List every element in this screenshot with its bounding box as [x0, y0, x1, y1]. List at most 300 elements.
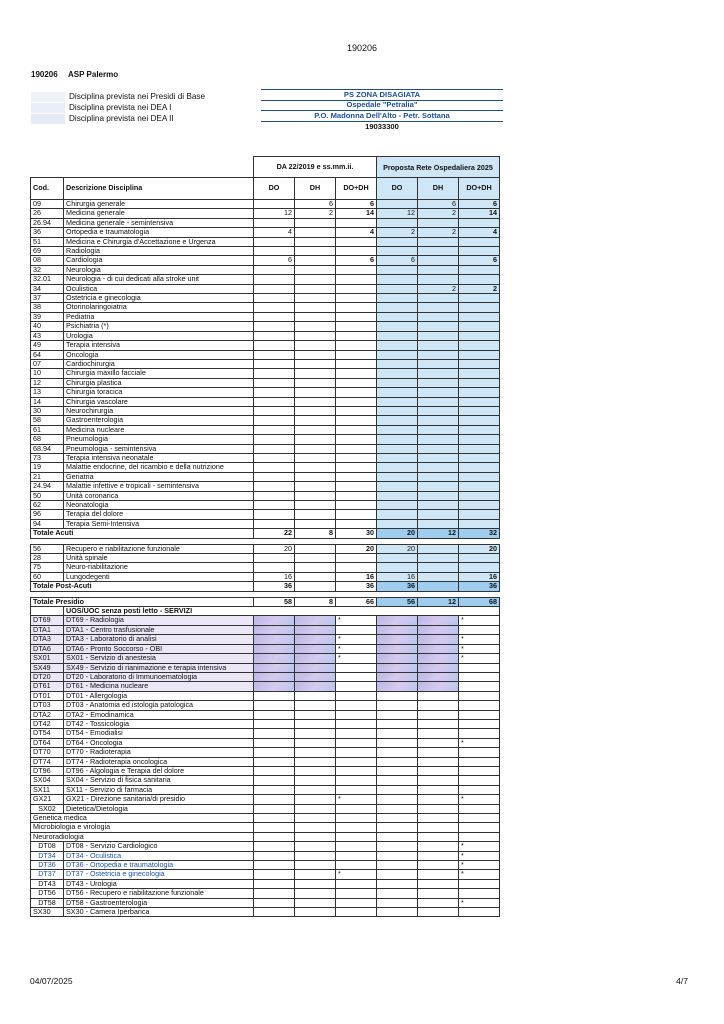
dh-cell [295, 757, 336, 766]
do-2025-value [377, 444, 418, 453]
service-row [31, 898, 500, 907]
discipline-code: 96 [31, 510, 64, 519]
dh-2025-value [418, 388, 459, 397]
do-value [254, 341, 295, 350]
dh-value [295, 341, 336, 350]
dodh-2025-mark: * [459, 851, 500, 860]
dodh-value [336, 482, 377, 491]
dh-cell [295, 672, 336, 681]
discipline-code: 61 [31, 425, 64, 434]
do-2025-cell [377, 776, 418, 785]
discipline-description: Neurologia [64, 265, 254, 274]
service-row [31, 663, 500, 672]
dodh-value [336, 284, 377, 293]
service-description: DTA6 - Pronto Soccorso - OBI [64, 644, 254, 653]
service-code: DT74 [31, 757, 64, 766]
dodh-2025-mark: * [459, 898, 500, 907]
service-code: DT96 [31, 766, 64, 775]
do-2025-value [377, 284, 418, 293]
do-2025-cell [377, 861, 418, 870]
acute-row [31, 510, 500, 519]
discipline-code: 40 [31, 322, 64, 331]
service-row [31, 644, 500, 653]
do-cell [254, 729, 295, 738]
service-row [31, 795, 500, 804]
service-row [31, 842, 500, 851]
dh-value [295, 444, 336, 453]
discipline-description: Pediatria [64, 312, 254, 321]
discipline-description: Lungodegenti [64, 572, 254, 581]
do-2025-value: 16 [377, 572, 418, 581]
dodh-value [336, 331, 377, 340]
dodh-2025-value [459, 510, 500, 519]
do-2025-value [377, 388, 418, 397]
dodh-2025-mark [459, 908, 500, 917]
discipline-code: 38 [31, 303, 64, 312]
dh-value [295, 510, 336, 519]
acute-row [31, 200, 500, 209]
dodh-2025-mark: * [459, 738, 500, 747]
post-acute-row [31, 544, 500, 553]
dh-2025-cell [418, 748, 459, 757]
do-2025-cell [377, 644, 418, 653]
do-cell [254, 738, 295, 747]
do-2025-cell [377, 870, 418, 879]
service-row [31, 757, 500, 766]
service-description: SX01 - Servizio di anestesia [64, 654, 254, 663]
acute-row [31, 406, 500, 415]
discipline-description: Ostetricia e ginecologia [64, 294, 254, 303]
col-dodh: DO+DH [336, 178, 377, 200]
do-cell [254, 832, 295, 841]
do-cell [254, 889, 295, 898]
dh-2025-value [418, 406, 459, 415]
dodh-mark [336, 785, 377, 794]
discipline-description: Medicina generale [64, 209, 254, 218]
dodh-2025-mark: * [459, 616, 500, 625]
dodh-2025-value [459, 369, 500, 378]
service-code: SX30 [31, 908, 64, 917]
do-2025-value [377, 359, 418, 368]
do-2025-value [377, 435, 418, 444]
do-value [254, 554, 295, 563]
dodh-mark: * [336, 635, 377, 644]
service-code: DT34 [31, 851, 64, 860]
acute-row [31, 350, 500, 359]
dodh-mark [336, 898, 377, 907]
dh-cell [295, 861, 336, 870]
dh-2025-value [418, 322, 459, 331]
dodh-2025-value [459, 303, 500, 312]
dodh-2025-value [459, 218, 500, 227]
hospital-po: P.O. Madonna Dell'Alto - Petr. Sottana [261, 111, 503, 122]
legend-base [31, 92, 261, 102]
do-cell [254, 654, 295, 663]
dh-value [295, 482, 336, 491]
dh-2025-value [418, 350, 459, 359]
dh-2025-value [418, 359, 459, 368]
dodh-2025-value: 36 [459, 582, 500, 591]
service-code: DT61 [31, 682, 64, 691]
do-cell [254, 625, 295, 634]
do-value: 58 [254, 597, 295, 606]
discipline-code: 58 [31, 416, 64, 425]
acute-row [31, 463, 500, 472]
discipline-code: 36 [31, 228, 64, 237]
dodh-2025-value [459, 444, 500, 453]
dh-2025-cell [418, 804, 459, 813]
do-2025-cell [377, 738, 418, 747]
dodh-mark [336, 682, 377, 691]
dh-2025-cell [418, 616, 459, 625]
dh-2025-value [418, 341, 459, 350]
do-2025-value [377, 397, 418, 406]
post-acute-row [31, 554, 500, 563]
discipline-code: 32 [31, 265, 64, 274]
do-2025-value [377, 501, 418, 510]
discipline-description: Neurologia - di cui dedicati alla stroke unit [64, 275, 254, 284]
do-2025-value [377, 425, 418, 434]
dodh-mark [336, 719, 377, 728]
dodh-mark [336, 663, 377, 672]
dh-cell [295, 814, 336, 823]
dh-cell [295, 682, 336, 691]
dodh-value [336, 406, 377, 415]
dodh-2025-mark [459, 719, 500, 728]
discipline-description: Oncologia [64, 350, 254, 359]
dodh-value: 66 [336, 597, 377, 606]
acute-row [31, 331, 500, 340]
do-value [254, 265, 295, 274]
do-2025-value [377, 331, 418, 340]
dh-2025-value [418, 416, 459, 425]
dh-value [295, 303, 336, 312]
do-value [254, 331, 295, 340]
discipline-code: 13 [31, 388, 64, 397]
footer-page-number: 4/7 [676, 976, 688, 986]
dh-value [295, 554, 336, 563]
hospital-code: 19033300 [365, 122, 399, 131]
legend-label: Disciplina prevista nei Presidi di Base [69, 92, 206, 101]
discipline-description: Terapia intensiva neonatale [64, 453, 254, 462]
dh-2025-value [418, 378, 459, 387]
service-code: DT37 [31, 870, 64, 879]
do-value [254, 463, 295, 472]
discipline-code: 10 [31, 369, 64, 378]
dh-cell [295, 748, 336, 757]
service-description: DT69 - Radiologia [64, 616, 254, 625]
dh-2025-value [418, 510, 459, 519]
dodh-value [336, 237, 377, 246]
dh-value [295, 519, 336, 528]
dodh-2025-value: 68 [459, 597, 500, 606]
discipline-code: 69 [31, 247, 64, 256]
do-cell [254, 710, 295, 719]
dodh-mark [336, 625, 377, 634]
do-cell [254, 908, 295, 917]
dh-2025-value [418, 247, 459, 256]
dodh-2025-mark: * [459, 795, 500, 804]
dh-cell [295, 729, 336, 738]
do-value [254, 284, 295, 293]
discipline-description: Medicina nucleare [64, 425, 254, 434]
service-code: DT64 [31, 738, 64, 747]
dodh-2025-mark: * [459, 842, 500, 851]
group-proposta-2025: Proposta Rete Ospedaliera 2025 [377, 157, 500, 178]
acute-row [31, 425, 500, 434]
dh-2025-cell [418, 710, 459, 719]
service-code: DT08 [31, 842, 64, 851]
do-2025-value: 2 [377, 228, 418, 237]
do-value [254, 482, 295, 491]
acute-row [31, 256, 500, 265]
service-row [31, 870, 500, 879]
dh-2025-cell [418, 682, 459, 691]
col-do: DO [254, 178, 295, 200]
do-cell [254, 842, 295, 851]
service-code: DT69 [31, 616, 64, 625]
discipline-code: 62 [31, 501, 64, 510]
dodh-2025-mark [459, 663, 500, 672]
service-description: DTA2 - Emodinamica [64, 710, 254, 719]
dodh-value [336, 359, 377, 368]
dh-2025-value [418, 582, 459, 591]
dodh-2025-value [459, 491, 500, 500]
dh-2025-value: 2 [418, 228, 459, 237]
do-2025-value [377, 491, 418, 500]
dh-value [295, 247, 336, 256]
do-2025-cell [377, 625, 418, 634]
do-value [254, 200, 295, 209]
dodh-value [336, 463, 377, 472]
dh-2025-cell [418, 766, 459, 775]
dh-2025-cell [418, 738, 459, 747]
dh-cell [295, 616, 336, 625]
dh-2025-cell [418, 701, 459, 710]
do-cell [254, 672, 295, 681]
do-cell [254, 748, 295, 757]
service-row [31, 738, 500, 747]
dh-2025-cell [418, 889, 459, 898]
discipline-description: Terapia del dolore [64, 510, 254, 519]
do-2025-value [377, 247, 418, 256]
dodh-value [336, 501, 377, 510]
dh-value [295, 406, 336, 415]
dh-value [295, 275, 336, 284]
service-row [31, 814, 500, 823]
do-2025-cell [377, 757, 418, 766]
dodh-value [336, 397, 377, 406]
do-value [254, 563, 295, 572]
do-2025-value [377, 350, 418, 359]
do-cell [254, 879, 295, 888]
service-description: DT56 - Recupero e riabilitazione funzionale [64, 889, 254, 898]
dh-cell [295, 710, 336, 719]
col-dh-2025: DH [418, 178, 459, 200]
discipline-description: Recupero e riabilitazione funzionale [64, 544, 254, 553]
dodh-mark [336, 757, 377, 766]
dodh-value [336, 312, 377, 321]
dh-cell [295, 870, 336, 879]
dh-2025-value: 12 [418, 529, 459, 538]
dodh-mark [336, 861, 377, 870]
dh-cell [295, 804, 336, 813]
dodh-2025-value: 20 [459, 544, 500, 553]
do-2025-cell [377, 654, 418, 663]
service-row [31, 654, 500, 663]
do-value [254, 359, 295, 368]
dodh-2025-value [459, 350, 500, 359]
do-2025-cell [377, 879, 418, 888]
dh-value [295, 463, 336, 472]
dh-2025-value [418, 544, 459, 553]
service-description: DT96 - Algologia e Terapia del dolore [64, 766, 254, 775]
do-value [254, 350, 295, 359]
service-description: DT74 - Radioterapia oncologica [64, 757, 254, 766]
do-value [254, 322, 295, 331]
do-cell [254, 719, 295, 728]
dodh-value [336, 350, 377, 359]
do-2025-value [377, 406, 418, 415]
dh-2025-value [418, 435, 459, 444]
service-code: DTA3 [31, 635, 64, 644]
discipline-description: Geriatria [64, 472, 254, 481]
dh-value [295, 388, 336, 397]
do-2025-cell [377, 719, 418, 728]
do-cell [254, 616, 295, 625]
do-value: 12 [254, 209, 295, 218]
do-2025-value [377, 519, 418, 528]
dh-cell [295, 691, 336, 700]
acute-row [31, 322, 500, 331]
do-value [254, 425, 295, 434]
dh-value [295, 435, 336, 444]
legend-swatch [31, 114, 65, 124]
acute-row [31, 397, 500, 406]
dh-2025-cell [418, 823, 459, 832]
service-row [31, 823, 500, 832]
service-description: DT61 - Medicina nucleare [64, 682, 254, 691]
dodh-value [336, 303, 377, 312]
acute-row [31, 519, 500, 528]
organization-name: ASP Palermo [68, 70, 119, 79]
do-2025-value [377, 275, 418, 284]
dodh-mark [336, 823, 377, 832]
discipline-code: 51 [31, 237, 64, 246]
dh-value [295, 472, 336, 481]
discipline-description: Chirurgia plastica [64, 378, 254, 387]
dodh-2025-value: 16 [459, 572, 500, 581]
discipline-description: Gastroenterologia [64, 416, 254, 425]
dh-cell [295, 908, 336, 917]
discipline-description: Unità spinale [64, 554, 254, 563]
service-code: DT56 [31, 889, 64, 898]
service-description: DT58 - Gastroenterologia [64, 898, 254, 907]
discipline-code: 26 [31, 209, 64, 218]
do-2025-value [377, 472, 418, 481]
acute-row [31, 359, 500, 368]
acute-row [31, 369, 500, 378]
dodh-2025-mark [459, 823, 500, 832]
do-2025-value: 36 [377, 582, 418, 591]
dh-value [295, 322, 336, 331]
service-code: GX21 [31, 795, 64, 804]
dodh-mark [336, 776, 377, 785]
dodh-2025-value [459, 397, 500, 406]
service-code: DT70 [31, 748, 64, 757]
dodh-mark [336, 766, 377, 775]
beds-table [30, 156, 500, 917]
dh-2025-value: 2 [418, 284, 459, 293]
dodh-2025-mark [459, 879, 500, 888]
dodh-2025-mark: * [459, 861, 500, 870]
dh-value [295, 453, 336, 462]
service-code: DTA1 [31, 625, 64, 634]
dh-2025-value [418, 397, 459, 406]
dh-cell [295, 785, 336, 794]
discipline-code: 39 [31, 312, 64, 321]
do-2025-cell [377, 729, 418, 738]
dodh-2025-value [459, 501, 500, 510]
dodh-value: 6 [336, 200, 377, 209]
dh-2025-value [418, 472, 459, 481]
hospital-name: Ospedale "Petralia" [261, 100, 503, 111]
do-value [254, 491, 295, 500]
dodh-2025-value [459, 322, 500, 331]
do-2025-value [377, 510, 418, 519]
service-code: SX04 [31, 776, 64, 785]
dh-2025-cell [418, 654, 459, 663]
acute-row [31, 435, 500, 444]
dh-cell [295, 635, 336, 644]
service-row [31, 691, 500, 700]
dodh-value [336, 265, 377, 274]
service-row [31, 851, 500, 860]
acute-row [31, 416, 500, 425]
dodh-2025-mark [459, 814, 500, 823]
discipline-code: 68 [31, 435, 64, 444]
do-2025-cell [377, 691, 418, 700]
do-2025-value [377, 463, 418, 472]
dodh-2025-value: 6 [459, 256, 500, 265]
dh-2025-cell [418, 776, 459, 785]
dodh-2025-value [459, 275, 500, 284]
service-description: DT03 - Anatomia ed istologia patologica [64, 701, 254, 710]
service-row [31, 889, 500, 898]
do-2025-value [377, 265, 418, 274]
do-value: 36 [254, 582, 295, 591]
service-row [31, 719, 500, 728]
dh-cell [295, 842, 336, 851]
do-2025-cell [377, 748, 418, 757]
do-2025-cell [377, 635, 418, 644]
service-code: DT43 [31, 879, 64, 888]
acute-row [31, 312, 500, 321]
dodh-mark [336, 908, 377, 917]
dh-cell [295, 832, 336, 841]
dodh-2025-mark [459, 785, 500, 794]
do-2025-cell [377, 804, 418, 813]
dh-value [295, 582, 336, 591]
dodh-2025-value: 32 [459, 529, 500, 538]
group-da2019: DA 22/2019 e ss.mm.ii. [254, 157, 377, 178]
dh-value [295, 416, 336, 425]
dodh-value [336, 416, 377, 425]
dodh-mark: * [336, 654, 377, 663]
dodh-2025-value: 2 [459, 284, 500, 293]
dh-2025-value [418, 425, 459, 434]
dodh-value: 4 [336, 228, 377, 237]
